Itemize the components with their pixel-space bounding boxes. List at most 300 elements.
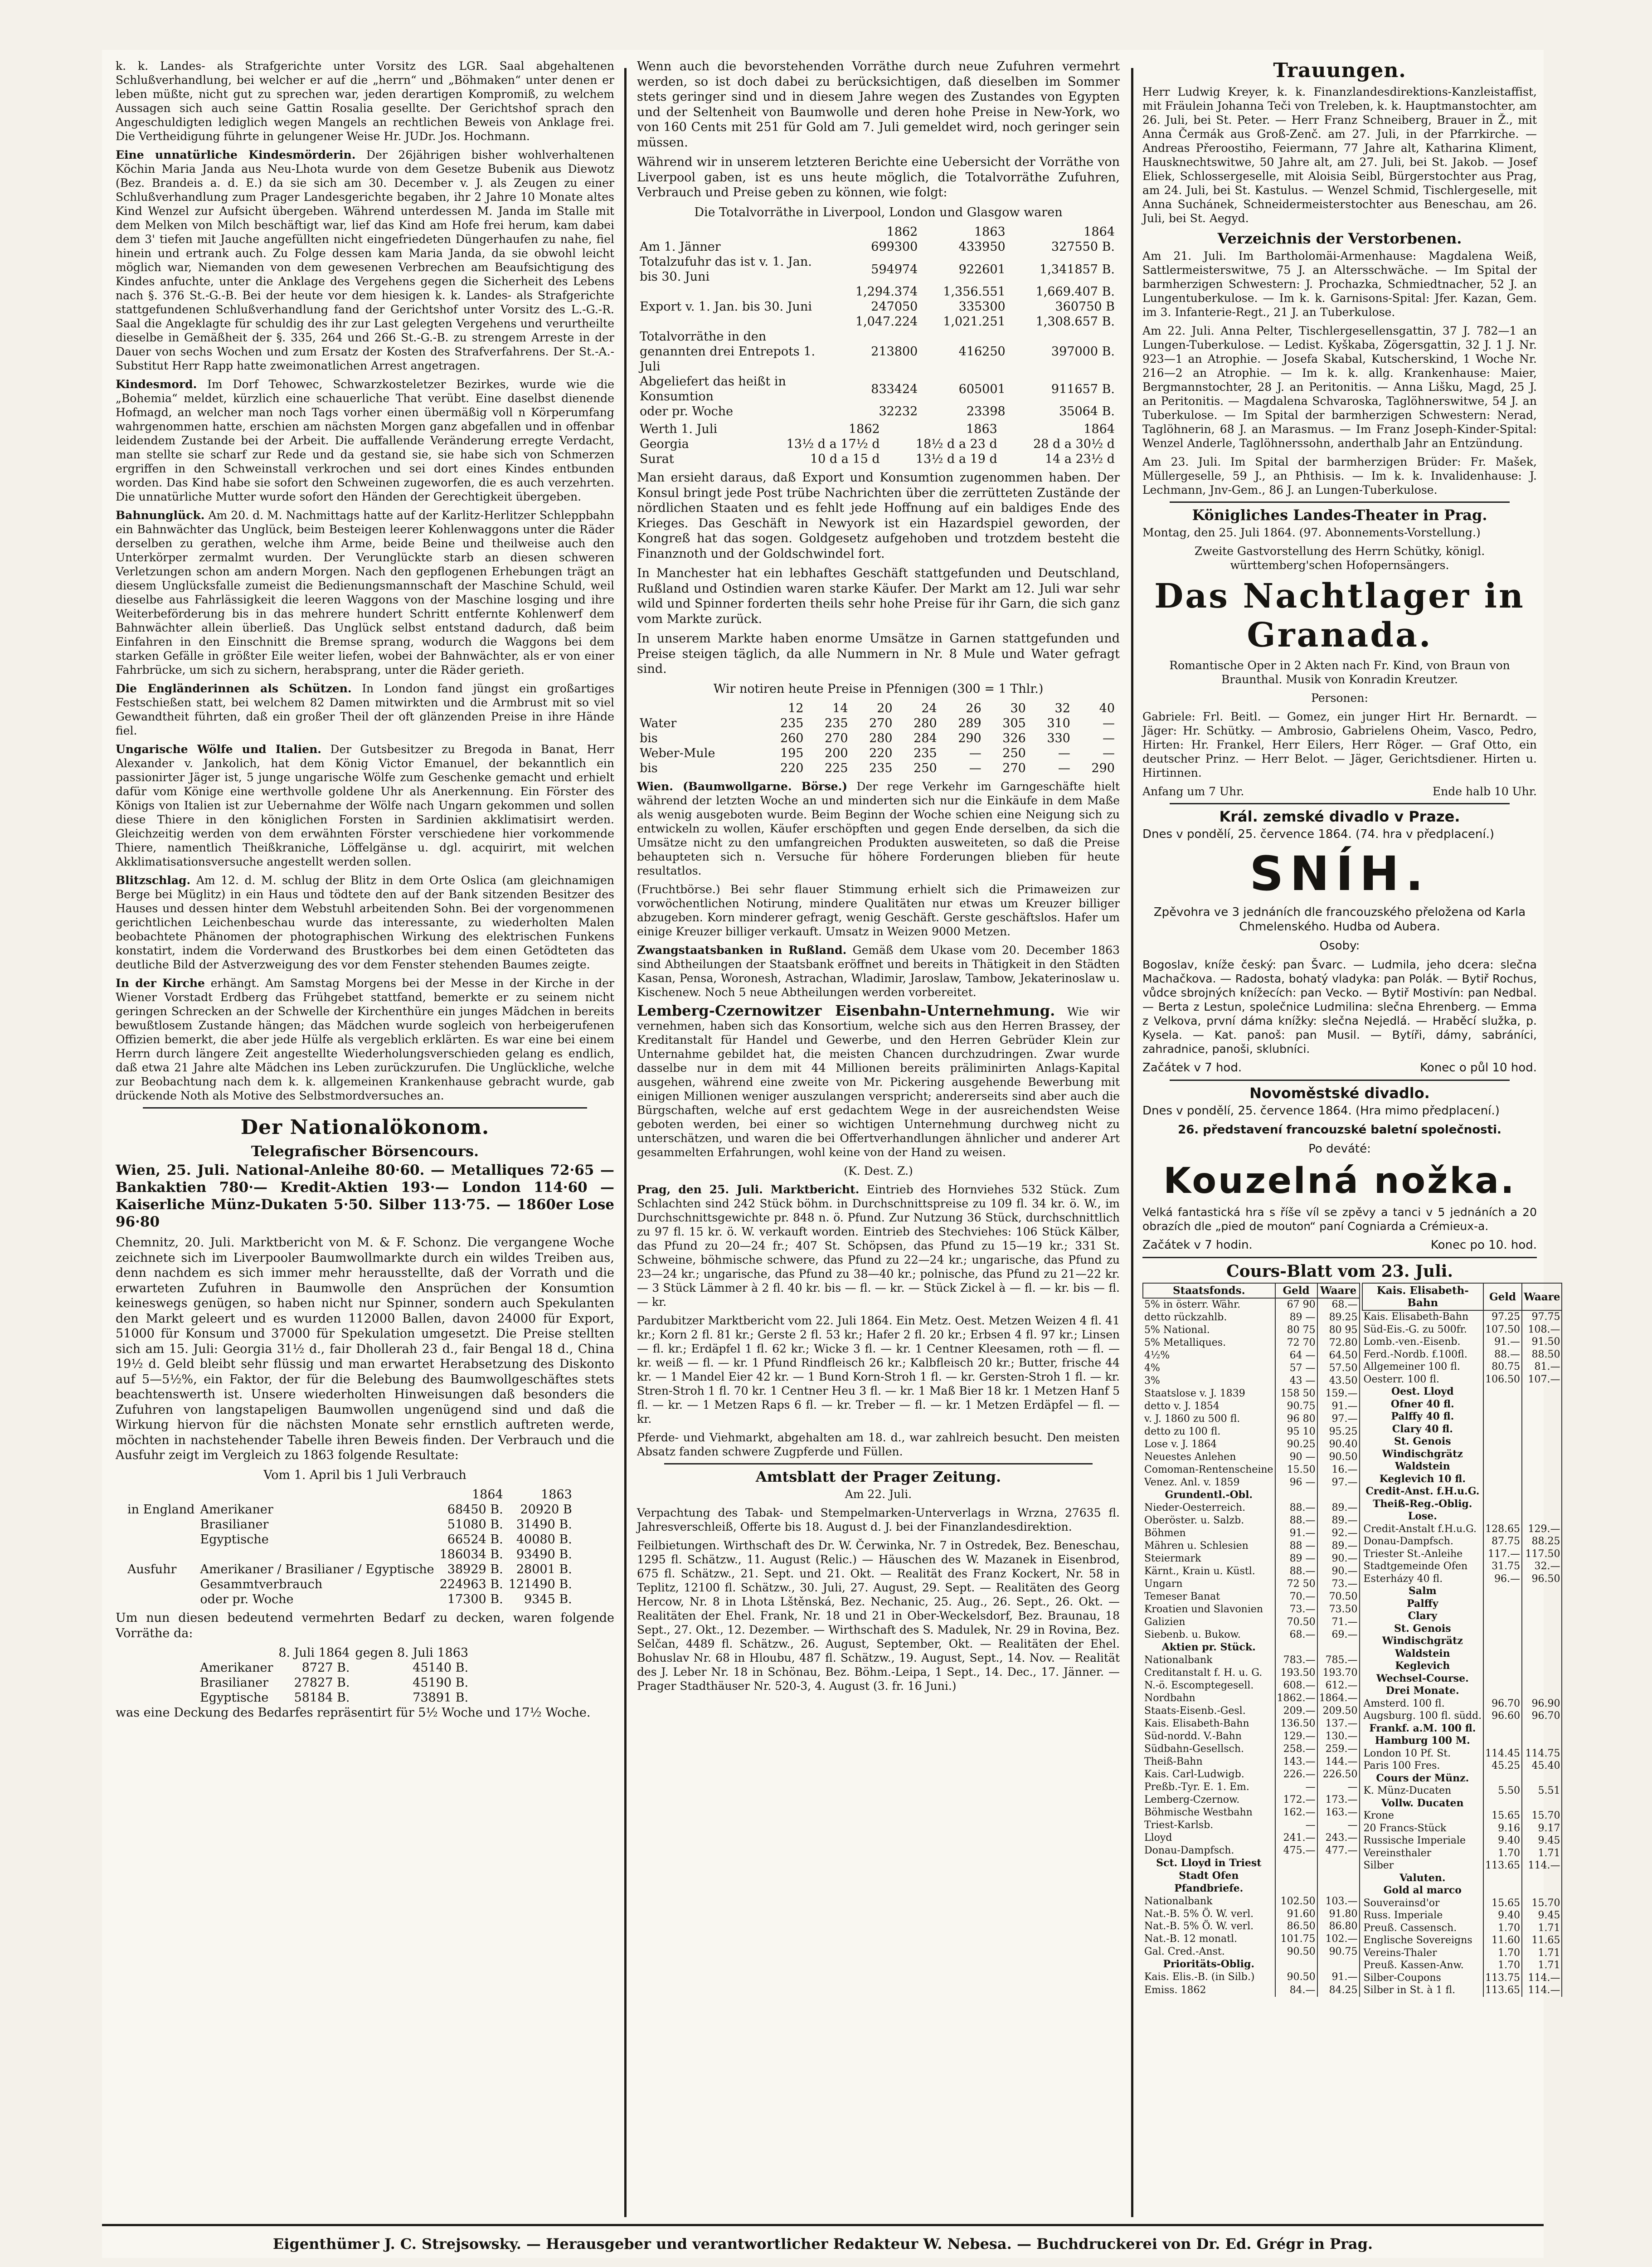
security-name: Lose v. J. 1864 (1143, 1438, 1275, 1451)
value-cell: 13½ d a 17½ d (786, 437, 880, 451)
table-row (1143, 1895, 1360, 1907)
price-waare: 71.— (1317, 1616, 1360, 1629)
price-geld: 102.50 (1275, 1895, 1317, 1907)
price-waare: 103.— (1317, 1895, 1360, 1907)
table-row (1143, 1869, 1360, 1882)
cz2-heading: Novoměstské divadlo. (1249, 1085, 1430, 1102)
value-cell: 335300 (958, 300, 1006, 314)
price-waare: 1.71 (1522, 1847, 1562, 1860)
number-header: 26 (966, 701, 981, 715)
price-geld (1275, 1958, 1317, 1971)
article-bahnunglueck (116, 508, 614, 677)
security-name: detto zu 100 fl. (1143, 1425, 1275, 1438)
table-row (1143, 1629, 1360, 1641)
row-label (637, 284, 833, 299)
security-name: Vereins-Thaler (1362, 1947, 1484, 1960)
security-name: Stadtgemeinde Ofen (1362, 1560, 1484, 1573)
security-name: Kais. Elisabeth-Bahn (1362, 1310, 1484, 1323)
table-row (1362, 1834, 1562, 1847)
security-name: Credit-Anstalt f.H.u.G. (1362, 1523, 1484, 1536)
security-name: Palffy (1362, 1598, 1484, 1610)
price-geld: 57 — (1275, 1362, 1317, 1375)
year-header: 1862 (886, 225, 918, 239)
price-geld: 88.— (1275, 1514, 1317, 1527)
price-geld (1483, 1660, 1522, 1673)
table-row (1362, 1648, 1562, 1660)
security-name: v. J. 1860 zu 500 fl. (1143, 1413, 1275, 1425)
price-waare (1522, 1722, 1562, 1735)
security-name: Lloyd (1143, 1831, 1275, 1844)
value-cell: 235 (780, 716, 804, 730)
lead: Lemberg-Czernowitzer Eisenbahn-Unternehmung. (637, 1002, 1055, 1019)
security-name: Creditanstalt f. H. u. G. (1143, 1667, 1275, 1679)
table-row (1143, 1387, 1360, 1400)
value-cell: 605001 (958, 382, 1006, 396)
value-cell: 247050 (871, 300, 918, 314)
start-time: Začátek v 7 hod. (1142, 1061, 1242, 1075)
table-row (1143, 1742, 1360, 1755)
security-name: Palffy 40 fl. (1362, 1411, 1484, 1423)
price-geld: 107.50 (1483, 1323, 1522, 1336)
price-geld: 209.— (1275, 1705, 1317, 1717)
price-waare: 193.70 (1317, 1667, 1360, 1679)
price-geld (1275, 1857, 1317, 1869)
security-name: Kais. Elisabeth-Bahn (1143, 1717, 1275, 1730)
price-waare: 89.25 (1317, 1311, 1360, 1324)
value-cell: 23398 (966, 404, 1006, 418)
price-waare: 173.— (1317, 1793, 1360, 1806)
row-label: in England (127, 1503, 195, 1517)
price-geld: 475.— (1275, 1844, 1317, 1857)
security-name: Keglevich 10 fl. (1362, 1473, 1484, 1486)
price-geld: 114.45 (1483, 1747, 1522, 1760)
price-waare: 209.50 (1317, 1705, 1360, 1717)
price-geld (1483, 1772, 1522, 1785)
security-name: Sct. Lloyd in Triest (1143, 1857, 1275, 1869)
column-header: Staatsfonds. (1143, 1283, 1275, 1298)
value-cell: — (1058, 746, 1070, 760)
article-wien-garne (637, 779, 1120, 878)
table-row (1362, 1822, 1562, 1835)
price-waare: 68.— (1317, 1298, 1360, 1311)
price-waare: 114.75 (1522, 1747, 1562, 1760)
table-header-row (637, 422, 1118, 437)
table-row (1362, 1336, 1562, 1348)
value-cell: 213800 (871, 345, 918, 359)
security-name: Allgemeiner 100 fl. (1362, 1361, 1484, 1373)
subheading-boersencours: Telegrafischer Börsencours. (251, 1143, 479, 1160)
security-name: Nationalbank (1143, 1895, 1275, 1907)
security-name: Lomb.-ven.-Eisenb. (1362, 1336, 1484, 1348)
table-row (1143, 1298, 1360, 1311)
row-label (125, 1592, 197, 1607)
security-name: Prioritäts-Oblig. (1143, 1958, 1275, 1971)
value-cell: 922601 (958, 262, 1006, 277)
value-1864: 224963 B. (439, 1577, 503, 1591)
price-geld: 90 — (1275, 1451, 1317, 1464)
amtsblatt-date: Am 22. Juli. (845, 1488, 912, 1501)
number-header: 24 (921, 701, 937, 715)
theater-date: Montag, den 25. Juli 1864. (97. Abonnements-Vorstellung.) (1142, 526, 1481, 539)
table-row (1143, 1755, 1360, 1768)
price-geld (1483, 1673, 1522, 1685)
price-waare (1522, 1510, 1562, 1523)
table-row (1362, 1510, 1562, 1523)
price-geld: 9.16 (1483, 1822, 1522, 1835)
cz1-title: SNÍH. (1249, 846, 1430, 901)
security-name: Nationalbank (1143, 1654, 1275, 1667)
price-geld: 88.— (1275, 1502, 1317, 1514)
price-waare: 88.50 (1522, 1348, 1562, 1361)
table-row (637, 299, 1118, 314)
value-cell: 1,294.374 (855, 285, 918, 299)
row-label: Totalzufuhr das ist v. 1. Jan. bis 30. Juni (640, 255, 812, 284)
price-waare (1317, 1489, 1360, 1502)
price-waare (1522, 1623, 1562, 1635)
price-waare: 96.70 (1522, 1710, 1562, 1722)
column-rule-1 (624, 68, 627, 2217)
price-geld: 113.65 (1483, 1859, 1522, 1872)
table-row (1362, 1323, 1562, 1336)
price-waare: 15.70 (1522, 1897, 1562, 1910)
table-row (1143, 1565, 1360, 1578)
table-row (1362, 1535, 1562, 1548)
table-row (637, 437, 1118, 452)
security-name: Südbahn-Gesellsch. (1143, 1742, 1275, 1755)
article-kindesmoerderin (116, 148, 614, 373)
cz1-heading: Král. zemské divadlo v Praze. (1219, 808, 1460, 825)
price-waare (1522, 1772, 1562, 1785)
price-waare: 95.25 (1317, 1425, 1360, 1438)
article-woelfe (116, 742, 614, 869)
value-1864: 68450 B. (447, 1503, 503, 1517)
article-englaenderinnen (116, 681, 614, 738)
cours-heading: Cours-Blatt vom 23. Juli. (1226, 1262, 1453, 1281)
value-cell: 1,021.251 (943, 315, 1006, 329)
price-geld: 96.70 (1483, 1698, 1522, 1710)
article-pardubitz: Pardubitzer Marktbericht vom 22. Juli 1864. Ein Metz. Oest. Metzen Weizen 4 fl. 41 kr.; Korn 2 fl. 81 kr.; Gerste 2 fl. 53 kr.; Hafer 2 fl. 20 kr.; Erbsen 4 fl. 97 kr.; Linsen — fl. kr.; Erdäpfel 1 fl. 62 kr.; Wicke 3 fl. — kr. 1 Centner Kleesamen, roth — fl. — kr. weiß — fl. — kr. 1 Pfund Rindfleisch 26 kr.; Kalbfleisch 20 kr.; Butter, frische 44 kr. — 1 Mandel Eier 42 kr. — 1 Bund Korn-Stroh 1 fl. — kr. Gersten-Stroh 1 fl. — kr. Stren-Stroh 1 fl. 70 kr. 1 Centner Heu 3 fl. — kr. 1 Maß Bier 18 kr. 1 Metzen Hanf 5 fl. — kr. — 1 Metzen Raps 6 fl. — kr. Treber — fl. — kr. 1 Metzen Erdäpfel — fl. — kr. (637, 1314, 1120, 1425)
number-header: 20 (877, 701, 893, 715)
value-1863: 40080 B. (516, 1532, 572, 1547)
value-cell: 225 (825, 761, 848, 775)
table-row (637, 374, 1118, 404)
table-row (637, 254, 1118, 284)
price-geld: 45.25 (1483, 1760, 1522, 1772)
body: Der Gutsbesitzer zu Bregoda in Banat, Herr Alexander v. Jankolich, hat dem König Victor Emanuel, der bekanntlich ein passionirter Jäger ist, 5 junge ungarische Wölfe zum Geschenke gemacht und erhielt dafür vom Könige eine werthvolle goldene Uhr als Anerkennung. Ein Förster des Königs von Italien ist zur Uebernahme der Wölfe nach Ungarn gekommen und sollen diese Thiere in den königlichen Forsten in Sardinien akklimatisirt werden. Gleichzeitig werden von dem erwähnten Förster verschiedene hier vorkommende Thiere, namentlich Theißkraniche, Löffelgänse u. dgl. acquirirt, mit welchen Akklimatisationsversuche angestellt werden sollen. (116, 743, 614, 868)
value-cell: 360750 B (1055, 300, 1115, 314)
row-label: Werth 1. Juli (640, 422, 718, 436)
security-name: Mähren u. Schlesien (1143, 1540, 1275, 1552)
table-row (1362, 1523, 1562, 1536)
value-cell: 250 (913, 761, 937, 775)
table-row (1143, 1933, 1360, 1946)
value-cell: — (1103, 731, 1115, 745)
security-name: Oest. Lloyd (1362, 1386, 1484, 1398)
price-geld (1275, 1489, 1317, 1502)
value-cell: 280 (913, 716, 937, 730)
price-waare: 72.80 (1317, 1337, 1360, 1349)
value-cell: 1,341857 B. (1040, 262, 1115, 277)
price-geld (1275, 1882, 1317, 1895)
price-geld: 91.— (1275, 1527, 1317, 1540)
value-1864: 27827 B. (294, 1676, 350, 1690)
table-row (197, 1660, 471, 1675)
garn-caption: Wir notiren heute Preise in Pfennigen (300 = 1 Thlr.) (713, 681, 1044, 696)
value-cell: 310 (1047, 716, 1070, 730)
table-row (1362, 1548, 1562, 1561)
price-geld: — (1275, 1819, 1317, 1831)
verstorbene-23: Am 23. Juli. Im Spital der barmherzigen Brüder: Fr. Mašek, Müllergeselle, 59 J., an Phthisis. — Im k. k. Invalidenhause: J. Lechmann, Jnv-Gem., 86 J. an Lungen-Tuberkulose. (1142, 455, 1537, 496)
price-geld: 226.— (1275, 1768, 1317, 1781)
end-time: Konec o půl 10 hod. (1420, 1061, 1537, 1075)
czech-theater (1142, 808, 1537, 1252)
table-row (1143, 1591, 1360, 1603)
row-label: Water (640, 716, 677, 730)
security-name: Kais. Carl-Ludwigb. (1143, 1768, 1275, 1781)
security-name: N.-ö. Escomptegesell. (1143, 1679, 1275, 1692)
row-kind: Amerikaner / Brasilianer / Egyptische (200, 1562, 434, 1576)
cz2-times (1142, 1238, 1537, 1252)
price-geld: 73.— (1275, 1603, 1317, 1616)
table-row (1143, 1616, 1360, 1629)
table-row (1362, 1498, 1562, 1511)
price-geld: 158 50 (1275, 1387, 1317, 1400)
section-heading-nationaloekonom: Der Nationalökonom. (240, 1116, 490, 1139)
security-name: Krone (1362, 1810, 1484, 1822)
security-name: Pfandbriefe. (1143, 1882, 1275, 1895)
price-geld: 241.— (1275, 1831, 1317, 1844)
verstorbene-heading: Verzeichnis der Verstorbenen. (1217, 230, 1462, 247)
price-geld: 96.60 (1483, 1710, 1522, 1722)
value-cell: 250 (1002, 746, 1026, 760)
newspaper-page (102, 50, 1560, 2258)
table-row (1143, 1502, 1360, 1514)
cours-right-table (1362, 1283, 1563, 1997)
theater-desc: Romantische Oper in 2 Akten nach Fr. Kind, von Braun von Braunthal. Musik von Konradin Kreutzer. (1169, 659, 1510, 686)
price-waare (1522, 1460, 1562, 1473)
table-row (1362, 1585, 1562, 1598)
table-row (1143, 1667, 1360, 1679)
security-name: Böhmische Westbahn (1143, 1806, 1275, 1819)
number-header: 14 (832, 701, 848, 715)
table-row (1143, 1413, 1360, 1425)
price-waare: 117.50 (1522, 1548, 1562, 1561)
price-geld: 15.65 (1483, 1810, 1522, 1822)
price-waare: 102.— (1317, 1933, 1360, 1946)
table-row (1143, 1768, 1360, 1781)
table-row (1362, 1623, 1562, 1635)
security-name: Gold al marco (1362, 1884, 1484, 1897)
security-name: 5% Metalliques. (1143, 1337, 1275, 1349)
price-waare: 69.— (1317, 1629, 1360, 1641)
body: erhängt. Am Samstag Morgens bei der Messe in der Kirche in der Wiener Vorstadt Erdberg das Frühgebet stattfand, bemerkte er zu seinem nicht geringen Schrecken an der Schwelle der Kirchenthüre ein junges Mädchen in bereits bewußtlosem Zustande hängen; das Mädchen wurde sogleich von herbeigerufenen Offizien bemerkt, die aber jede Hülfe als vergeblich erklärten. Es war eine bei einem Herrn durch längere Zeit angestellte Wiederholungsverschieden gelang es endlich, daß etwa 21 Jahre alte Mädchen ins Leben zurückzurufen. Die Unglückliche, welche zur Beobachtung nach dem k. k. allgemeinen Krankenhause gebracht wurde, gab drückende Noth als Motive des Selbstmordversuches an. (116, 977, 614, 1102)
table-row (1143, 1425, 1360, 1438)
price-geld: 128.65 (1483, 1523, 1522, 1536)
price-waare: 243.— (1317, 1831, 1360, 1844)
theater-times (1142, 784, 1537, 798)
article-verdict: k. k. Landes- als Strafgerichte unter Vorsitz des LGR. Saal abgehaltenen Schlußverhandlung, bei welcher er auf die „herrn“ und „Böhmaken“ unter denen er leben müßte, nicht gut zu sprechen war, jeden derartigen Kompromiß, zu welchem Aussagen sich auch seine Gattin Rosalia gesellte. Der Gerichtshof sprach den Angeschuldigten lediglich wegen Mangels an rechtlichen Beweis von Anklage frei. Die Vertheidigung führte in gelungener Weise Hr. JUDr. Jos. Hochmann. (116, 59, 614, 143)
value-1864: 8727 B. (301, 1661, 350, 1675)
table-row (637, 731, 1118, 746)
table-row (637, 284, 1118, 299)
price-waare: 73.50 (1317, 1603, 1360, 1616)
price-geld (1483, 1411, 1522, 1423)
table-row (1362, 1698, 1562, 1710)
price-geld: 9.40 (1483, 1909, 1522, 1922)
price-waare: 163.— (1317, 1806, 1360, 1819)
table-row (1143, 1527, 1360, 1540)
row-label: Export v. 1. Jan. bis 30. Juni (640, 300, 812, 314)
price-waare: 107.— (1522, 1373, 1562, 1386)
security-name: Süd-nordd. V.-Bahn (1143, 1730, 1275, 1742)
lead: Ungarische Wölfe und Italien. (116, 743, 321, 756)
price-geld: 9.40 (1483, 1834, 1522, 1847)
value-1863: 45190 B. (413, 1676, 469, 1690)
amtsblatt-verpachtung: Verpachtung des Tabak- und Stempelmarken-Unterverlags in Wrzna, 27635 fl. Jahresverschleiß, Offerte bis 18. August d. J. bei der Finanzlandesdirektion. (637, 1506, 1120, 1533)
number-header: 40 (1099, 701, 1115, 715)
table-row (1362, 1435, 1562, 1448)
table-row (637, 452, 1118, 467)
value-cell: 280 (869, 731, 893, 745)
year-header: 1862 (848, 422, 880, 436)
table-row (125, 1532, 575, 1547)
price-waare: 97.— (1317, 1476, 1360, 1489)
cz1-times (1142, 1061, 1537, 1075)
price-waare: 1.71 (1522, 1947, 1562, 1960)
table-row (637, 761, 1118, 776)
security-name: Stadt Ofen (1143, 1869, 1275, 1882)
price-waare: 9.17 (1522, 1822, 1562, 1835)
cz2-title: Kouzelná nožka. (1163, 1161, 1516, 1202)
table-row (1362, 1872, 1562, 1885)
value-cell: 289 (958, 716, 981, 730)
price-waare (1522, 1585, 1562, 1598)
value-1864: 17300 B. (447, 1592, 503, 1606)
value-cell: 433950 (958, 240, 1006, 254)
price-waare: 114.— (1522, 1859, 1562, 1872)
table-row (1362, 1797, 1562, 1810)
price-waare: 73.— (1317, 1578, 1360, 1591)
table-row (637, 716, 1118, 731)
garn-table (637, 701, 1118, 776)
article-export: Man ersieht daraus, daß Export und Konsumtion zugenommen haben. Der Konsul bringt jede Post trübe Nachrichten über die zerrütteten Zustände der nördlichen Staaten und es fehlt jede Hoffnung auf ein baldiges Ende des Krieges. Das Geschäft in Newyork ist ein Hazardspiel geworden, der Kongreß hat das sogen. Goldgesetz aufgehoben und trotzdem besteht die Finanznoth und der Goldschwindel fort. (637, 471, 1120, 561)
row-label (637, 314, 833, 329)
cz1-date: Dnes v pondělí, 25. července 1864. (74. hra v předplacení.) (1142, 827, 1494, 841)
security-name: Amsterd. 100 fl. (1362, 1698, 1484, 1710)
price-waare (1317, 1857, 1360, 1869)
price-geld (1483, 1460, 1522, 1473)
security-name: Souverainsd'or (1362, 1897, 1484, 1910)
value-cell: 326 (1002, 731, 1026, 745)
price-geld: 1.70 (1483, 1847, 1522, 1860)
price-geld: 113.75 (1483, 1972, 1522, 1985)
value-1864: 186034 B. (439, 1547, 503, 1562)
table-row (1143, 1971, 1360, 1984)
price-waare (1522, 1872, 1562, 1885)
price-waare: — (1317, 1819, 1360, 1831)
row-kind: Gesammtverbrauch (200, 1577, 323, 1591)
value-1864: 51080 B. (447, 1518, 503, 1532)
price-geld: 1.70 (1483, 1959, 1522, 1972)
cz1-cast: Bogoslav, kníže český: pan Švarc. — Ludmila, jeho dcera: slečna Machačkova. — Radosta, bohatý vladyka: pan Polák. — Bytiř Rochus, vůdce sbrojných knížecích: pan Vecko. — Bytiř Mostivín: pan Nedbal. — Berta z Lestun, společnice Ludmilina: slečna Ehrenberg. — Emma z Velkova, první dáma knížky: slečna Nejedlá. — Hraběcí služka, p. Kysela. — Kat. panoš: pan Musil. — Bytíři, dámy, sabráníci, zahradnice, panoši, sklubníci. (1142, 958, 1537, 1056)
security-name: Gal. Cred.-Anst. (1143, 1946, 1275, 1958)
security-name: Windischgrätz (1362, 1448, 1484, 1461)
consumption-table (125, 1487, 575, 1607)
table-row (1362, 1423, 1562, 1436)
row-kind: Amerikaner (200, 1503, 273, 1517)
price-geld: 608.— (1275, 1679, 1317, 1692)
price-waare (1522, 1398, 1562, 1411)
value-cell: — (1103, 716, 1115, 730)
security-name: detto rückzahlb. (1143, 1311, 1275, 1324)
price-waare (1522, 1448, 1562, 1461)
value-cell: 200 (825, 746, 848, 760)
security-name: Siebenb. u. Bukow. (1143, 1629, 1275, 1641)
column-header: Geld (1483, 1283, 1522, 1310)
body: Im Dorf Tehowec, Schwarzkosteletzer Bezirkes, wurde wie die „Bohemia“ meldet, kürzlich eine schauerliche That verübt. Eine daselbst dienende Hofmagd, an welcher man noch Tags vorher einen übermäßig voll n Körperumfang wahrgenommen hatte, erschien am nächsten Morgen ganz abgefallen und in offenbar leidendem Zustande bei der Arbeit. Die auffallende Veränderung erregte Verdacht, man stellte sie scharf zur Rede und da gestand sie, sie habe sich von Schmerzen ergriffen in den Schweinstall verkrochen und sei dort eines Kindes entbunden worden. Das Kind habe sie sofort den Schweinen zugeworfen, die es auch verzehrten. Die unnatürliche Mutter wurde sofort den Händen der Gerechtigkeit übergeben. (116, 378, 614, 503)
body: Eintrieb des Hornviehes 532 Stück. Zum Schlachten sind 242 Stück böhm. in Durchschnittspreise zu 109 fl. 34 kr. ö. W., im Durchschnittsgewichte pr. 848 n. ö. Pfund. Zur Nutzung 36 Stück, durchschnittlich zu 97 fl. 15 kr. ö. W. verkauft worden. Eintrieb des Stechviehes: 106 Stück Kälber, das Pfund zu 20—24 fr.; 407 St. Schöpsen, das Pfund zu 15—19 kr.; 331 St. Schweine, böhmische schwere, das Pfund zu 22—24 kr.; ungarische, das Pfund zu 23—24 kr.; ungarische, das Pfund zu 38—40 kr.; polnische, das Pfund zu 21—22 kr. — 3 Stück Lämmer à 2 fl. 40 kr. bis — fl. — kr. — Stück Zickel à — fl. — kr. bis — fl. — kr. (637, 1183, 1120, 1309)
table-row (1143, 1438, 1360, 1451)
table-row (1143, 1400, 1360, 1413)
row-label: Am 1. Jänner (640, 240, 721, 254)
security-name: Kais. Elis.-B. (in Silb.) (1143, 1971, 1275, 1984)
table-header-row (637, 701, 1118, 716)
price-geld: 96.— (1483, 1573, 1522, 1586)
security-name: Steiermark (1143, 1552, 1275, 1565)
security-name: Galizien (1143, 1616, 1275, 1629)
table-row (1143, 1781, 1360, 1793)
table-row (1362, 1934, 1562, 1947)
separator (1170, 803, 1510, 804)
value-cell: 270 (825, 731, 848, 745)
price-waare (1522, 1610, 1562, 1623)
row-label: Surat (640, 452, 674, 466)
year-header: 1863 (966, 422, 997, 436)
value-cell: — (969, 746, 981, 760)
value-cell: 10 d a 15 d (810, 452, 880, 466)
row-label (125, 1532, 197, 1547)
price-geld: 172.— (1275, 1793, 1317, 1806)
price-geld: 101.75 (1275, 1933, 1317, 1946)
price-geld: 43 — (1275, 1375, 1317, 1387)
security-name: Drei Monate. (1362, 1685, 1484, 1698)
price-waare: 89.— (1317, 1540, 1360, 1552)
cours-tables (1142, 1283, 1560, 1997)
table-row (1143, 1946, 1360, 1958)
table-row (1362, 1573, 1562, 1586)
security-name: London 10 Pf. St. (1362, 1747, 1484, 1760)
value-1863: 45140 B. (413, 1661, 469, 1675)
value-cell: 416250 (958, 345, 1006, 359)
price-waare: 91.80 (1317, 1907, 1360, 1920)
value-cell: 220 (780, 761, 804, 775)
table-row (1143, 1324, 1360, 1337)
value-cell: 290 (1091, 761, 1115, 775)
price-waare (1522, 1797, 1562, 1810)
price-waare (1522, 1648, 1562, 1660)
column-1 (116, 59, 614, 1725)
value-cell: 220 (869, 746, 893, 760)
table-row (1362, 1398, 1562, 1411)
security-name: Nat.-B. 5% Ö. W. verl. (1143, 1907, 1275, 1920)
body: Am 20. d. M. Nachmittags hatte auf der Karlitz-Herlitzer Schleppbahn ein Bahnwächter das Unglück, beim Besteigen leerer Kohlenwaggons unter die Räder derselben zu gerathen, welche ihm Arme, beide Beine und theilweise auch den Unterkörper zermalmt wurden. Der Verunglückte starb an diesen schweren Verletzungen schon am andern Morgen. Nach den gepflogenen Erhebungen trägt an diesem Unglücksfalle zumeist die Bedienungsmannschaft der Maschine Schuld, weil dieselbe aus Fahrlässigkeit die leeren Waggons von der Maschine losging und ihre Weiterbeförderung bis in das mehrere hundert Schritt entfernte Kohlenwerf dem Bahnwächter allein überließ. Das Unglück selbst entstand dadurch, daß beim Einfahren in den Einschnitt die Bremse sprang, wodurch die Waggons bei dem starken Gefälle in größter Eile weiter liefen, wobei der Bahnwächter, als er von einer Fahrbrücke, um sich zu sichern, herabsprang, unter die Räder gerieth. (116, 509, 614, 676)
table-row (637, 404, 1118, 419)
price-waare: 90.75 (1317, 1946, 1360, 1958)
table-row (1143, 1831, 1360, 1844)
table-row (1143, 1717, 1360, 1730)
separator (1170, 501, 1510, 503)
article-lemberg (637, 1004, 1120, 1159)
